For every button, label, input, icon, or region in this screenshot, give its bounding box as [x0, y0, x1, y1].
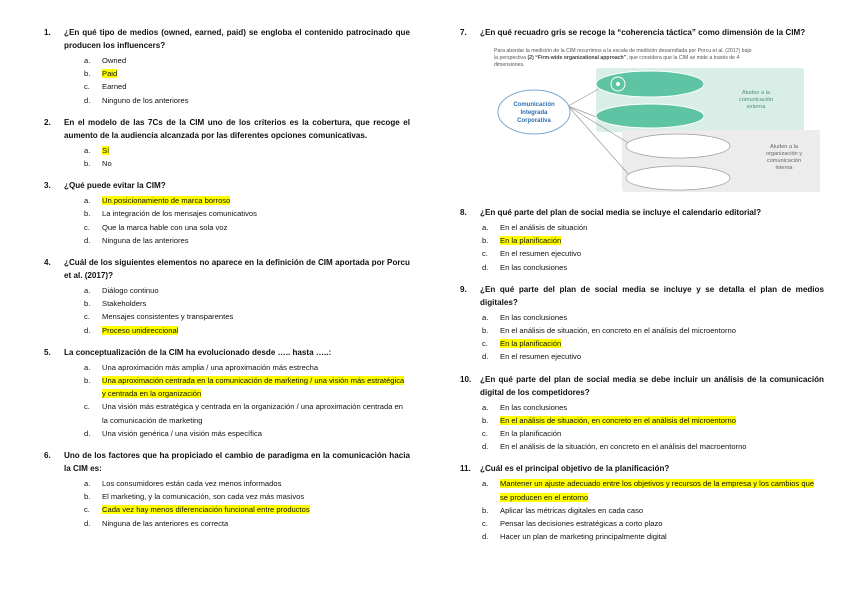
- question-text: ¿Cuál es el principal objetivo de la planificación?: [480, 464, 670, 474]
- option-text: [102, 234, 410, 247]
- option-letter: b.: [84, 299, 91, 309]
- question-text: ¿En qué parte del plan de social media se incluye y se detalla el plan de medios digitales?: [480, 284, 824, 307]
- question-text: Uno de los factores que ha propiciado el cambio de paradigma en la comunicación hacia la CIM es:: [64, 451, 410, 474]
- option-label: Earned: [102, 82, 127, 92]
- option-letter: c.: [482, 519, 488, 529]
- option-letter: a.: [84, 362, 91, 372]
- option-letter: d.: [482, 352, 489, 362]
- option-label: Una visión genérica / una visión más específica: [102, 428, 262, 438]
- answer-option: [84, 324, 410, 337]
- options-list: [460, 477, 824, 543]
- option-text: [500, 261, 824, 274]
- option-label: En el resumen ejecutivo: [500, 249, 582, 259]
- answer-option: [482, 401, 824, 414]
- option-letter: d.: [482, 442, 489, 452]
- highlighted-option-text: [102, 324, 410, 337]
- option-label: En las conclusiones: [500, 262, 568, 272]
- option-label: Una visión más estratégica y centrada en la organización / una aproximación centrada en la comunicación de marketing: [102, 402, 403, 425]
- question-3: [44, 179, 410, 247]
- option-text: [500, 401, 824, 414]
- option-text: [102, 310, 410, 323]
- answer-option: [84, 490, 410, 503]
- option-text: [102, 517, 410, 530]
- option-label: Una aproximación más amplia / una aproximación más estrecha: [102, 362, 319, 372]
- option-label: En las conclusiones: [500, 402, 568, 412]
- question-10: [460, 373, 824, 454]
- answer-option: [482, 517, 824, 530]
- answer-option: [482, 440, 824, 453]
- answer-option: [84, 221, 410, 234]
- option-text: [500, 427, 824, 440]
- answer-option: [482, 530, 824, 543]
- option-text: [102, 427, 410, 440]
- option-label: Los consumidores están cada vez menos informados: [102, 479, 282, 489]
- options-list: [44, 54, 410, 107]
- option-letter: d.: [84, 428, 91, 438]
- option-label: El marketing, y la comunicación, son cada vez más masivos: [102, 492, 305, 502]
- option-letter: b.: [482, 236, 489, 246]
- options-list: [44, 144, 410, 170]
- option-letter: a.: [482, 223, 489, 232]
- answer-option: [84, 80, 410, 93]
- question-text: ¿En qué parte del plan de social media se debe incluir un análisis de la comunicación digital de los competidores?: [480, 374, 824, 397]
- option-letter: a.: [482, 479, 489, 489]
- answer-option: [482, 350, 824, 363]
- external-label-2: comunicación: [738, 97, 774, 103]
- option-label: En las conclusiones: [500, 312, 568, 322]
- question-text: ¿Qué puede evitar la CIM?: [64, 181, 166, 191]
- option-letter: c.: [482, 429, 488, 439]
- answer-option: [482, 221, 824, 234]
- option-text: [102, 477, 410, 490]
- answer-option: [84, 67, 410, 80]
- option-letter: b.: [84, 69, 91, 79]
- answer-option: [84, 361, 410, 374]
- highlighted-option-text: [500, 414, 824, 427]
- option-label: En el análisis de situación, en concreto en el análisis del microentorno: [500, 326, 736, 336]
- green-box-1: [596, 71, 704, 97]
- question-5: [44, 346, 410, 440]
- question-number: 1.: [44, 28, 51, 37]
- answer-option: [84, 310, 410, 323]
- question-11: [460, 462, 824, 543]
- options-list: [44, 477, 410, 530]
- option-letter: c.: [84, 312, 90, 322]
- question-text: ¿En qué parte del plan de social media se incluye el calendario editorial?: [480, 208, 762, 217]
- center-label-2: Integrada: [520, 110, 548, 116]
- answer-option: [482, 414, 824, 427]
- option-label: Mantener un ajuste adecuado entre los objetivos y recursos de la empresa y los cambios que se producen en el entorno: [500, 479, 815, 502]
- question-number: 10.: [460, 374, 472, 384]
- option-letter: c.: [84, 82, 90, 92]
- answer-option: [482, 234, 824, 247]
- option-text: [102, 284, 410, 297]
- answer-option: [84, 207, 410, 220]
- answer-option: [482, 337, 824, 350]
- option-letter: a.: [84, 286, 91, 296]
- cim-dimensions-figure: [494, 48, 820, 198]
- option-label: Sí: [102, 145, 110, 155]
- option-text: [102, 297, 410, 310]
- question-2: [44, 116, 410, 170]
- question-number: 9.: [460, 284, 467, 294]
- external-label-1: Aluden a la: [742, 90, 770, 96]
- option-letter: b.: [482, 326, 489, 336]
- option-label: Proceso unidireccional: [102, 325, 179, 335]
- option-label: Stakeholders: [102, 299, 147, 309]
- option-text: [102, 80, 410, 93]
- option-label: En el análisis de situación, en concreto en el análisis del microentorno: [500, 415, 736, 425]
- right-column: [460, 26, 824, 552]
- question-8: [460, 206, 824, 274]
- option-letter: c.: [84, 505, 90, 515]
- option-text: [500, 440, 824, 453]
- option-label: Pensar las decisiones estratégicas a corto plazo: [500, 519, 663, 529]
- option-label: Hacer un plan de marketing principalmente digital: [500, 532, 667, 542]
- question-1: [44, 26, 410, 107]
- highlighted-option-text: [500, 477, 824, 503]
- option-letter: b.: [84, 376, 91, 386]
- option-letter: b.: [84, 159, 91, 169]
- option-label: En el resumen ejecutivo: [500, 352, 582, 362]
- answer-option: [482, 477, 824, 503]
- answer-option: [84, 234, 410, 247]
- option-letter: d.: [482, 262, 489, 272]
- green-box-2: [596, 104, 704, 128]
- answer-option: [84, 477, 410, 490]
- answer-option: [482, 261, 824, 274]
- option-label: En el análisis de situación: [500, 223, 588, 232]
- answer-option: [84, 400, 410, 426]
- option-letter: d.: [482, 532, 489, 542]
- option-letter: a.: [84, 145, 91, 155]
- option-label: Diálogo continuo: [102, 286, 159, 296]
- answer-option: [84, 54, 410, 67]
- answer-option: [84, 374, 410, 400]
- option-label: Aplicar las métricas digitales en cada caso: [500, 505, 644, 515]
- answer-option: [84, 427, 410, 440]
- highlighted-option-text: [500, 234, 824, 247]
- question-6: [44, 449, 410, 530]
- option-text: [500, 324, 824, 337]
- question-text: ¿Cuál de los siguientes elementos no aparece en la definición de CIM aportada por Porcu et al. (2017)?: [64, 258, 410, 281]
- highlighted-option-text: [102, 503, 410, 516]
- options-list: [460, 221, 824, 274]
- option-letter: d.: [84, 235, 91, 245]
- option-letter: b.: [482, 415, 489, 425]
- option-label: Paid: [102, 69, 118, 79]
- question-4: [44, 256, 410, 337]
- answer-option: [482, 247, 824, 260]
- question-7: [460, 26, 824, 39]
- answer-option: [84, 144, 410, 157]
- option-letter: a.: [84, 56, 91, 65]
- option-letter: c.: [84, 402, 90, 412]
- option-text: [500, 221, 824, 234]
- option-text: [500, 517, 824, 530]
- option-label: Que la marca hable con una sola voz: [102, 222, 228, 232]
- answer-option: [84, 284, 410, 297]
- option-label: En la planificación: [500, 339, 562, 349]
- option-label: Ninguno de los anteriores: [102, 95, 189, 105]
- highlighted-option-text: [102, 194, 410, 207]
- options-list: [44, 194, 410, 247]
- option-label: La integración de los mensajes comunicativos: [102, 209, 257, 219]
- question-number: 4.: [44, 258, 51, 268]
- options-list: [460, 311, 824, 364]
- answer-option: [84, 517, 410, 530]
- figure-caption: Para abordar la medición de la CIM recurrimos a la escala de medición desarrollada por Porcu et al. (2017) bajo la perspectiva (2) “Firm-wide organizational approach”, que considera que la CIM se mide a través de 4 dimensiones.: [494, 48, 752, 68]
- answer-option: [84, 194, 410, 207]
- option-label: Ninguna de las anteriores es correcta: [102, 518, 229, 528]
- option-text: [102, 54, 410, 67]
- question-text: En el modelo de las 7Cs de la CIM uno de los criterios es la cobertura, que recoge el aumento de la audiencia alcanzada por las diferentes opciones comunicativas.: [64, 117, 410, 140]
- option-letter: a.: [482, 312, 489, 322]
- option-label: No: [102, 159, 112, 169]
- answer-option: [84, 297, 410, 310]
- gray-box-1: [626, 134, 730, 158]
- question-number: 11.: [460, 464, 471, 474]
- option-label: Cada vez hay menos diferenciación funcional entre productos: [102, 505, 310, 515]
- option-letter: d.: [84, 325, 91, 335]
- gray-box-2: [626, 166, 730, 190]
- option-letter: b.: [84, 209, 91, 219]
- question-number: 3.: [44, 181, 51, 191]
- option-letter: a.: [84, 479, 91, 489]
- center-label-3: Corporativa: [517, 118, 551, 124]
- options-list: [460, 401, 824, 454]
- internal-label-2: organización y: [765, 151, 803, 157]
- option-letter: b.: [84, 492, 91, 502]
- option-label: Un posicionamiento de marca borroso: [102, 196, 231, 206]
- internal-label-4: interna: [775, 165, 793, 171]
- option-label: Ninguna de las anteriores: [102, 235, 189, 245]
- option-text: [102, 361, 410, 374]
- highlighted-option-text: [500, 337, 824, 350]
- options-list: [44, 361, 410, 440]
- answer-option: [482, 427, 824, 440]
- option-letter: a.: [482, 402, 489, 412]
- option-letter: a.: [84, 196, 91, 206]
- left-column: [44, 26, 410, 539]
- option-label: Una aproximación centrada en la comunicación de marketing / una visión más estratégica y centrada en la organización: [102, 376, 405, 399]
- answer-option: [482, 311, 824, 324]
- option-label: En el análisis de la situación, en concreto en el análisis del macroentorno: [500, 442, 747, 452]
- answer-option: [84, 157, 410, 170]
- internal-label-1: Aluden a la: [770, 144, 798, 150]
- option-letter: d.: [84, 518, 91, 528]
- option-text: [500, 530, 824, 543]
- option-text: [102, 400, 410, 426]
- option-text: [500, 247, 824, 260]
- question-number: 6.: [44, 451, 51, 461]
- option-letter: c.: [482, 249, 488, 259]
- question-number: 5.: [44, 347, 51, 357]
- question-text: ¿En qué tipo de medios (owned, earned, paid) se engloba el contenido patrocinado que producen los influencers?: [64, 28, 410, 50]
- option-text: [102, 490, 410, 503]
- option-letter: c.: [84, 222, 90, 232]
- cim-diagram: [494, 48, 820, 198]
- option-text: [102, 221, 410, 234]
- option-text: [102, 157, 410, 170]
- highlighted-option-text: [102, 144, 410, 157]
- option-label: Owned: [102, 56, 127, 65]
- option-letter: b.: [482, 505, 489, 515]
- option-letter: c.: [482, 339, 488, 349]
- question-number: 2.: [44, 117, 51, 127]
- question-text: La conceptualización de la CIM ha evolucionado desde ….. hasta …..:: [64, 347, 332, 357]
- option-letter: d.: [84, 95, 91, 105]
- answer-option: [482, 324, 824, 337]
- question-number: 7.: [460, 28, 467, 37]
- center-label-1: Comunicación: [513, 102, 555, 108]
- highlighted-option-text: [102, 374, 410, 400]
- answer-option: [84, 503, 410, 516]
- highlighted-option-text: [102, 67, 410, 80]
- question-9: [460, 283, 824, 364]
- option-text: [500, 311, 824, 324]
- options-list: [44, 284, 410, 337]
- option-label: Mensajes consistentes y transparentes: [102, 312, 234, 322]
- question-number: 8.: [460, 208, 467, 217]
- external-label-3: externa: [746, 104, 766, 110]
- option-text: [102, 207, 410, 220]
- question-text: ¿En qué recuadro gris se recoge la “coherencia táctica” como dimensión de la CIM?: [480, 28, 806, 37]
- answer-option: [482, 504, 824, 517]
- option-text: [500, 504, 824, 517]
- option-text: [102, 94, 410, 107]
- answer-option: [84, 94, 410, 107]
- option-label: En la planificación: [500, 429, 562, 439]
- internal-label-3: comunicación: [766, 158, 802, 164]
- option-label: En la planificación: [500, 236, 562, 246]
- option-text: [500, 350, 824, 363]
